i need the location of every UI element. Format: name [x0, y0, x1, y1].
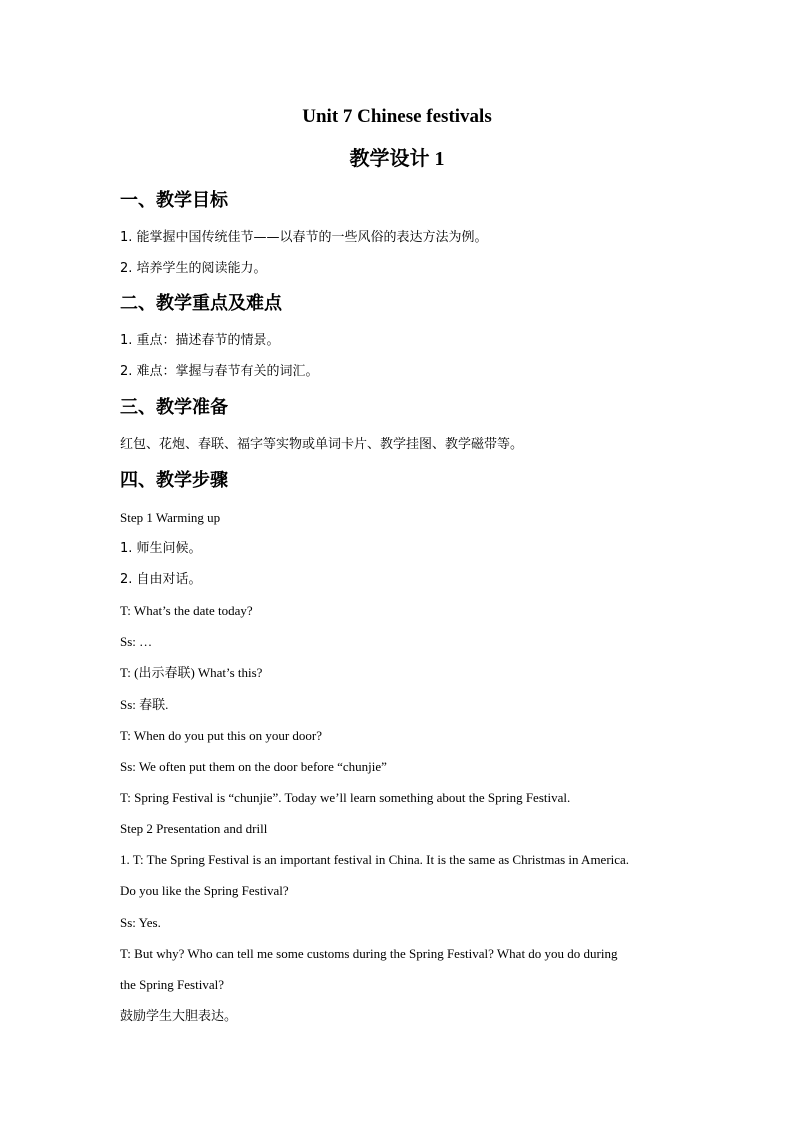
document-title: Unit 7 Chinese festivals [302, 106, 492, 127]
section-heading-steps: 四、教学步骤 [120, 470, 228, 491]
dialogue-line: Ss: We often put them on the door before “chunjie” [120, 759, 387, 774]
dialogue-line: T: (出示春联) What’s this? [120, 665, 263, 680]
step-line: 鼓励学生大胆表达。 [120, 1009, 238, 1024]
section-heading-key-points: 二、教学重点及难点 [120, 293, 282, 314]
key-point-item: 1. 重点：描述春节的情景。 [120, 333, 280, 348]
dialogue-line: Ss: Yes. [120, 915, 161, 930]
step-line: Step 2 Presentation and drill [120, 821, 268, 836]
section-heading-objectives: 一、教学目标 [120, 190, 228, 211]
preparation-text: 红包、花炮、春联、福字等实物或单词卡片、教学挂图、教学磁带等。 [120, 437, 524, 452]
section-heading-preparation: 三、教学准备 [120, 397, 228, 418]
dialogue-line: 1. T: The Spring Festival is an important festival in China. It is the same as Christmas in America. [120, 852, 630, 867]
document-subtitle: 教学设计 1 [349, 148, 445, 170]
dialogue-line: Ss: 春联. [120, 697, 169, 712]
step-line: 1. 师生问候。 [120, 541, 202, 556]
objective-item: 2. 培养学生的阅读能力。 [120, 261, 267, 276]
step-line: 2. 自由对话。 [120, 572, 202, 587]
step-line: Step 1 Warming up [120, 510, 221, 525]
dialogue-line: T: Spring Festival is “chunjie”. Today we’ll learn something about the Spring Festival. [120, 790, 571, 805]
dialogue-line: T: When do you put this on your door? [120, 728, 323, 743]
key-point-item: 2. 难点：掌握与春节有关的词汇。 [120, 364, 319, 379]
objective-item: 1. 能掌握中国传统佳节——以春节的一些风俗的表达方法为例。 [120, 230, 488, 245]
dialogue-line: T: But why? Who can tell me some customs during the Spring Festival? What do you do during [120, 946, 618, 961]
dialogue-line: T: What’s the date today? [120, 603, 253, 618]
dialogue-line: the Spring Festival? [120, 977, 224, 992]
dialogue-line: Ss: … [120, 634, 153, 649]
dialogue-line: Do you like the Spring Festival? [120, 883, 289, 898]
